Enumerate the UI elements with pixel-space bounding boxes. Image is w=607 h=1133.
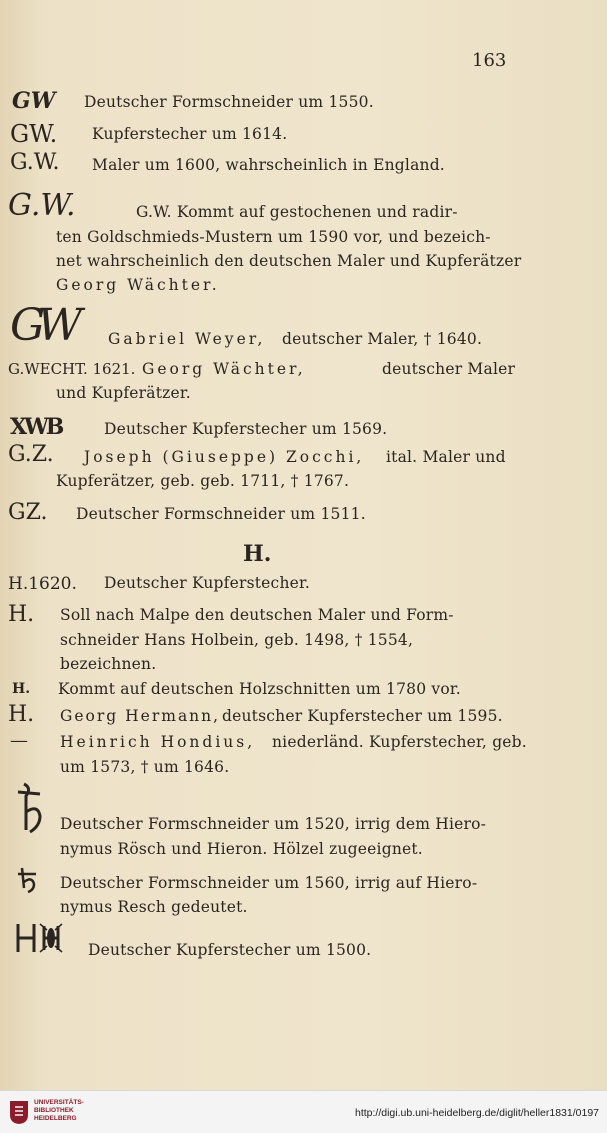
monogram-mark: G.WECHT. 1621. bbox=[8, 360, 136, 378]
entry-text: Deutscher Formschneider um 1560, irrig auf Hiero- bbox=[60, 874, 478, 892]
entry-text: deutscher Maler, † 1640. bbox=[282, 330, 483, 348]
entry-text: deutscher Maler bbox=[382, 360, 516, 378]
entry-text: Deutscher Formschneider um 1511. bbox=[76, 505, 366, 523]
entry-continuation: nymus Rösch und Hieron. Hölzel zugeeignet. bbox=[60, 840, 423, 858]
entry-continuation: und Kupferätzer. bbox=[56, 384, 191, 402]
person-name: Heinrich Hondius, bbox=[60, 733, 256, 751]
entry-text: Deutscher Kupferstecher um 1569. bbox=[104, 420, 388, 438]
monogram-mark: H.1620. bbox=[8, 574, 77, 594]
entry-text: Kommt auf deutschen Holzschnitten um 1780 vor. bbox=[58, 680, 461, 698]
entry-continuation: Kupferätzer, geb. geb. 1711, † 1767. bbox=[56, 472, 350, 490]
entry-text: Maler um 1600, wahrscheinlich in England. bbox=[92, 156, 445, 174]
monogram-mark: H. bbox=[12, 681, 31, 697]
monogram-mark: GW. bbox=[10, 120, 58, 148]
library-logo-icon bbox=[8, 1099, 30, 1125]
entry-text: Deutscher Kupferstecher. bbox=[104, 574, 311, 592]
entry-continuation: net wahrscheinlich den deutschen Maler und Kupferätzer bbox=[56, 252, 522, 270]
entry-text: Deutscher Kupferstecher um 1500. bbox=[88, 941, 372, 959]
monogram-mark: XWB bbox=[10, 414, 62, 440]
page-number: 163 bbox=[472, 50, 507, 71]
viewer-footer bbox=[0, 1090, 607, 1133]
entry-text: niederländ. Kupferstecher, geb. bbox=[272, 733, 527, 751]
monogram-mark: H. bbox=[8, 602, 35, 627]
entry-text: Deutscher Formschneider um 1520, irrig dem Hiero- bbox=[60, 815, 487, 833]
monogram-mark: GW bbox=[10, 300, 75, 351]
person-name: Joseph (Giuseppe) Zocchi, bbox=[84, 448, 365, 466]
person-name: Georg Hermann, bbox=[60, 707, 221, 725]
monogram-mark: G.Z. bbox=[8, 442, 54, 467]
section-heading: H. bbox=[243, 541, 272, 567]
entry-continuation: Georg Wächter. bbox=[56, 276, 220, 294]
ornate-h-glyph bbox=[14, 782, 48, 838]
entry-continuation: ten Goldschmieds-Mustern um 1590 vor, und bezeich- bbox=[56, 228, 491, 246]
monogram-mark: GW bbox=[12, 88, 56, 114]
entry-text: G.W. Kommt auf gestochenen und radir- bbox=[136, 203, 458, 221]
entry-continuation: bezeichnen. bbox=[60, 655, 157, 673]
monogram-mark: G.W. bbox=[10, 150, 60, 175]
person-name: Georg Wächter, bbox=[142, 360, 306, 378]
entry-continuation: schneider Hans Holbein, geb. 1498, † 1554, bbox=[60, 631, 414, 649]
entry-text: Kupferstecher um 1614. bbox=[92, 125, 288, 143]
source-url-link[interactable]: http://digi.ub.uni-heidelberg.de/diglit/heller1831/0197 bbox=[354, 1107, 599, 1119]
monogram-mark: GZ. bbox=[8, 500, 48, 525]
ornate-h-glyph bbox=[16, 866, 42, 894]
entry-text: Deutscher Formschneider um 1550. bbox=[84, 93, 374, 111]
entry-continuation: um 1573, † um 1646. bbox=[60, 758, 230, 776]
dash-mark: — bbox=[10, 730, 28, 751]
monogram-mark: G.W. bbox=[8, 188, 76, 223]
monogram-mark: H. bbox=[8, 702, 35, 727]
library-name: UNIVERSITÄTS- BIBLIOTHEK HEIDELBERG bbox=[34, 1099, 84, 1122]
entry-text: ital. Maler und bbox=[386, 448, 506, 466]
entry-continuation: nymus Resch gedeutet. bbox=[60, 898, 248, 916]
person-name: Gabriel Weyer, bbox=[108, 330, 266, 348]
insect-h-monogram bbox=[14, 920, 68, 956]
entry-text: Soll nach Malpe den deutschen Maler und Form- bbox=[60, 606, 454, 624]
entry-text: deutscher Kupferstecher um 1595. bbox=[222, 707, 503, 725]
